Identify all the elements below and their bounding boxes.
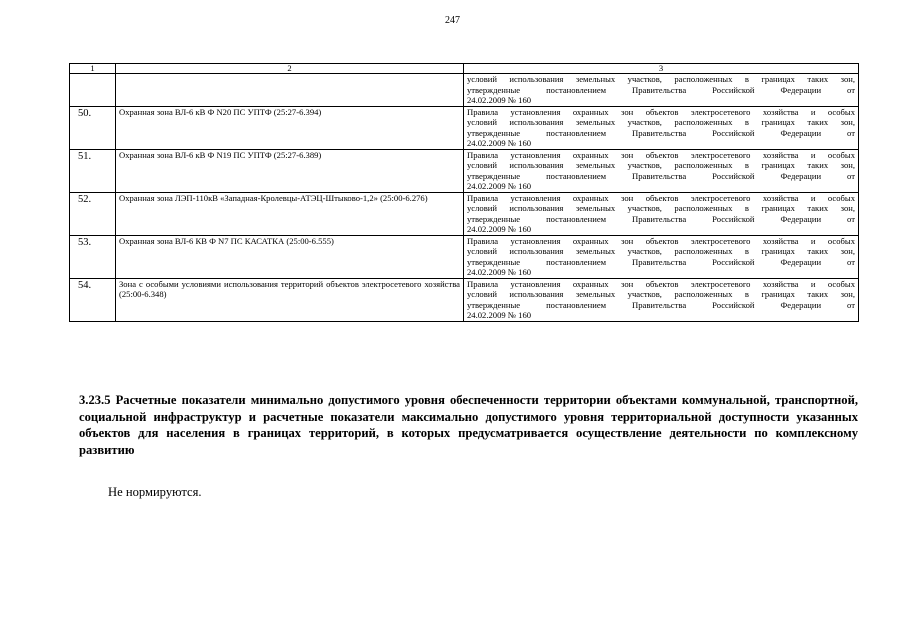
regulation-line: 24.02.2009 № 160	[467, 310, 532, 320]
row-number-cell: 53.	[70, 235, 116, 278]
regulation-line: условий использования земельных участков, расположенных в границах таких зон,	[467, 203, 855, 213]
table-row	[70, 149, 859, 192]
table-header-cell: 3	[464, 64, 859, 74]
page-number: 247	[445, 15, 460, 26]
zone-name-cell: Охранная зона ЛЭП-110кВ «Западная-Кролевцы-АТЭЦ-Штыково-1,2» (25:00-6.276)	[116, 192, 464, 235]
section-heading: 3.23.5 Расчетные показатели минимально допустимого уровня обеспеченности территории объектами коммунальной, транспортной, социальной инфраструктур и расчетные показатели максимально допустимого уровня территориальной доступности указанных объектов для населения в границах территорий, в которых предусматривается осуществление деятельности по комплексному развитию	[79, 393, 858, 458]
regulation-line: утвержденные постановлением Правительства Российской Федерации от	[467, 213, 855, 224]
regulation-line: утвержденные постановлением Правительства Российской Федерации от	[467, 127, 855, 138]
regulation-line: утвержденные постановлением Правительства Российской Федерации от	[467, 170, 855, 181]
regulation-cell	[464, 106, 859, 149]
section-body-text: Не нормируются.	[108, 485, 202, 499]
table-row	[70, 278, 859, 321]
regulation-line: условий использования земельных участков, расположенных в границах таких зон,	[467, 117, 855, 127]
regulation-cell	[464, 74, 859, 107]
row-number-cell: 51.	[70, 149, 116, 192]
zone-name-cell: Охранная зона ВЛ-6 кВ Ф N20 ПС УПТФ (25:27-6.394)	[116, 106, 464, 149]
table-row	[70, 192, 859, 235]
regulation-line: условий использования земельных участков, расположенных в границах таких зон,	[467, 289, 855, 299]
regulation-line: условий использования земельных участков, расположенных в границах таких зон,	[467, 160, 855, 170]
zone-name-cell	[116, 74, 464, 107]
table-row	[70, 235, 859, 278]
row-number-cell: 50.	[70, 106, 116, 149]
table-row-continuation	[70, 74, 859, 107]
regulation-line: 24.02.2009 № 160	[467, 181, 532, 191]
row-number-cell: 54.	[70, 278, 116, 321]
regulation-line: утвержденные постановлением Правительства Российской Федерации от	[467, 299, 855, 310]
regulation-line: 24.02.2009 № 160	[467, 95, 532, 105]
regulation-cell	[464, 235, 859, 278]
regulation-line: Правила установления охранных зон объектов электросетевого хозяйства и особых	[467, 278, 855, 289]
row-number-cell	[70, 74, 116, 107]
regulation-cell	[464, 192, 859, 235]
table-row	[70, 106, 859, 149]
zone-name-cell: Зона с особыми условиями использования территорий объектов электросетевого хозяйства (25:00-6.348)	[116, 278, 464, 321]
table-header-cell: 2	[116, 64, 464, 74]
regulation-line: условий использования земельных участков, расположенных в границах таких зон,	[467, 74, 855, 84]
regulation-line: 24.02.2009 № 160	[467, 224, 532, 234]
regulation-cell	[464, 278, 859, 321]
regulation-line: утвержденные постановлением Правительства Российской Федерации от	[467, 84, 855, 95]
regulation-line: утвержденные постановлением Правительства Российской Федерации от	[467, 256, 855, 267]
regulation-cell	[464, 149, 859, 192]
row-number-cell: 52.	[70, 192, 116, 235]
regulation-line: 24.02.2009 № 160	[467, 138, 532, 148]
zone-name-cell: Охранная зона ВЛ-6 КВ Ф N7 ПС КАСАТКА (25:00-6.555)	[116, 235, 464, 278]
regulation-line: Правила установления охранных зон объектов электросетевого хозяйства и особых	[467, 192, 855, 203]
table-header-row	[70, 64, 859, 74]
regulation-line: условий использования земельных участков, расположенных в границах таких зон,	[467, 246, 855, 256]
regulation-line: Правила установления охранных зон объектов электросетевого хозяйства и особых	[467, 106, 855, 117]
regulation-line: Правила установления охранных зон объектов электросетевого хозяйства и особых	[467, 149, 855, 160]
regulation-line: Правила установления охранных зон объектов электросетевого хозяйства и особых	[467, 235, 855, 246]
table-header-cell: 1	[70, 64, 116, 74]
regulation-line: 24.02.2009 № 160	[467, 267, 532, 277]
zone-name-cell: Охранная зона ВЛ-6 кВ Ф N19 ПС УПТФ (25:27-6.389)	[116, 149, 464, 192]
zones-table	[69, 63, 859, 322]
